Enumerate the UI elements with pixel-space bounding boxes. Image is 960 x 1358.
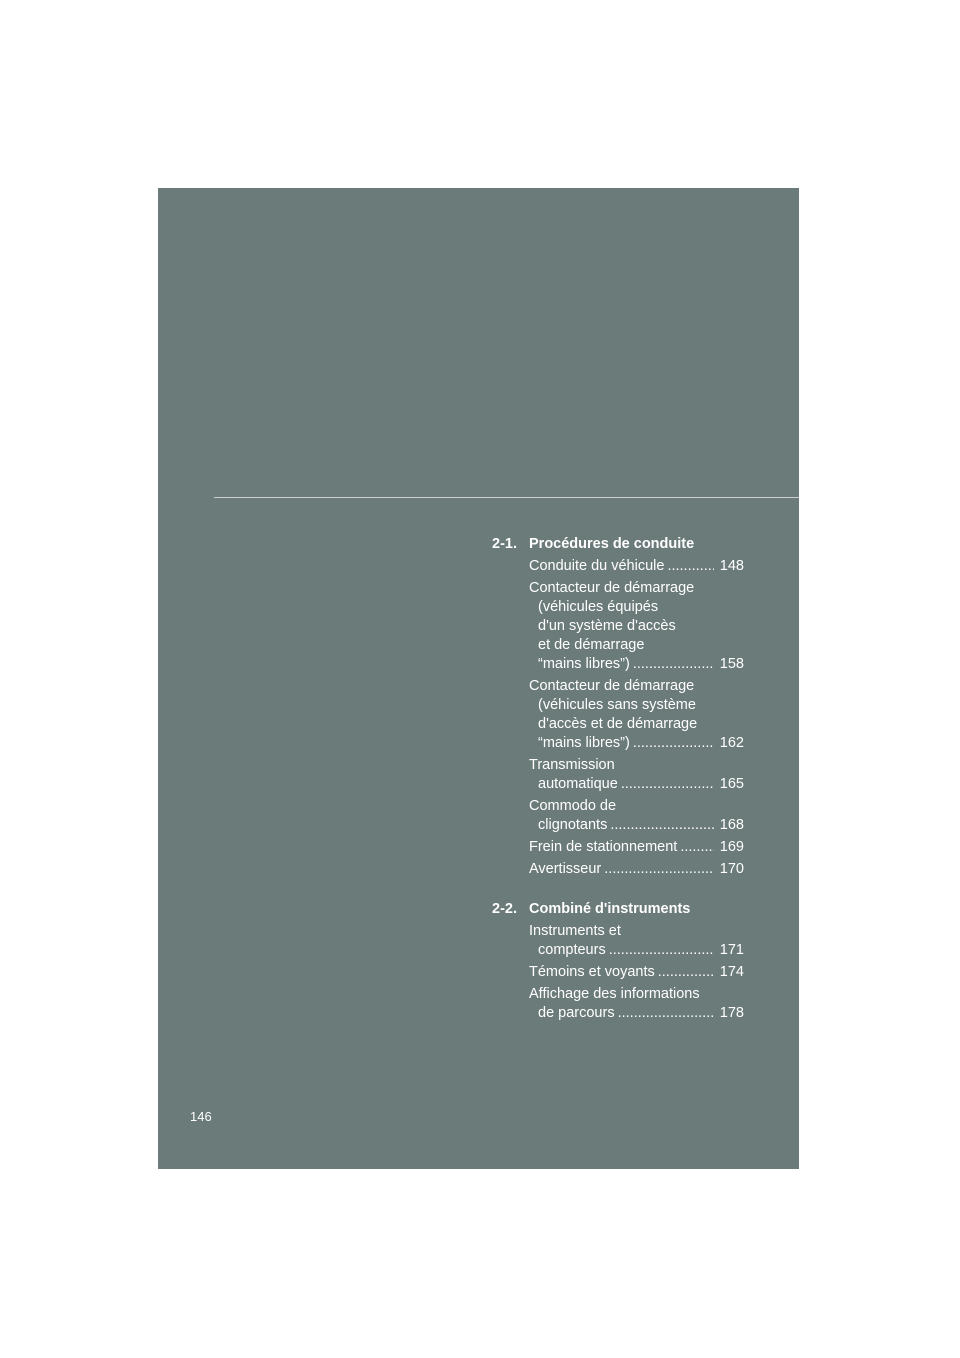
entry-line: Commodo de bbox=[529, 798, 617, 814]
toc-entry[interactable] bbox=[529, 838, 744, 857]
toc-section bbox=[484, 898, 744, 1023]
dot-leader bbox=[615, 1004, 714, 1023]
entry-page: 174 bbox=[719, 964, 744, 980]
entry-page: 168 bbox=[719, 817, 744, 833]
toc-entry[interactable] bbox=[529, 677, 744, 753]
entry-page: 148 bbox=[719, 558, 744, 574]
entry-line: et de démarrage bbox=[538, 637, 645, 653]
entry-line: Affichage des informations bbox=[529, 986, 700, 1002]
dot-leader bbox=[664, 557, 714, 576]
entry-page: 171 bbox=[719, 942, 744, 958]
section-number: 2-1. bbox=[492, 536, 517, 552]
entry-line bbox=[529, 963, 744, 982]
entry-line: (véhicules équipés bbox=[538, 599, 659, 615]
dot-leader bbox=[607, 816, 714, 835]
dot-leader bbox=[601, 860, 714, 879]
dot-leader bbox=[618, 775, 714, 794]
entry-line bbox=[529, 655, 744, 674]
entry-line: (véhicules sans système bbox=[538, 697, 696, 713]
dot-leader bbox=[677, 838, 714, 857]
entry-text: clignotants bbox=[538, 817, 608, 833]
entry-text: “mains libres”) bbox=[538, 656, 630, 672]
entry-line bbox=[529, 1004, 744, 1023]
toc-entry[interactable] bbox=[529, 860, 744, 879]
entry-line: d'accès et de démarrage bbox=[538, 716, 698, 732]
toc-entry[interactable] bbox=[529, 557, 744, 576]
toc-entry[interactable] bbox=[529, 985, 744, 1023]
toc-entry[interactable] bbox=[529, 756, 744, 794]
entry-line bbox=[529, 838, 744, 857]
divider-rule bbox=[214, 497, 799, 498]
section-heading bbox=[484, 898, 744, 920]
entry-text: Témoins et voyants bbox=[529, 964, 655, 980]
toc-entry[interactable] bbox=[529, 797, 744, 835]
entry-text: Conduite du véhicule bbox=[529, 558, 665, 574]
section-title: Combiné d'instruments bbox=[529, 901, 691, 917]
entry-line bbox=[529, 557, 744, 576]
toc-section bbox=[484, 533, 744, 879]
entry-line bbox=[529, 734, 744, 753]
entry-text: “mains libres”) bbox=[538, 735, 630, 751]
entry-text: Avertisseur bbox=[529, 861, 602, 877]
entry-line bbox=[529, 941, 744, 960]
section-heading bbox=[484, 533, 744, 555]
entry-page: 169 bbox=[719, 839, 744, 855]
dot-leader bbox=[630, 655, 714, 674]
entry-line: d'un système d'accès bbox=[538, 618, 676, 634]
entry-line: Transmission bbox=[529, 757, 615, 773]
table-of-contents bbox=[484, 533, 744, 1042]
entry-text: de parcours bbox=[538, 1005, 615, 1021]
entry-text: Frein de stationnement bbox=[529, 839, 678, 855]
dot-leader bbox=[606, 941, 714, 960]
entry-line: Contacteur de démarrage bbox=[529, 678, 695, 694]
entry-page: 158 bbox=[719, 656, 744, 672]
entry-page: 165 bbox=[719, 776, 744, 792]
entry-line bbox=[529, 816, 744, 835]
entry-page: 178 bbox=[719, 1005, 744, 1021]
entry-text: automatique bbox=[538, 776, 618, 792]
entry-line bbox=[529, 775, 744, 794]
toc-entry[interactable] bbox=[529, 579, 744, 674]
entry-line bbox=[529, 860, 744, 879]
section-number: 2-2. bbox=[492, 901, 517, 917]
entry-page: 162 bbox=[719, 735, 744, 751]
toc-entry[interactable] bbox=[529, 922, 744, 960]
entry-text: compteurs bbox=[538, 942, 606, 958]
dot-leader bbox=[655, 963, 714, 982]
dot-leader bbox=[630, 734, 714, 753]
section-title: Procédures de conduite bbox=[529, 536, 695, 552]
page-number: 146 bbox=[190, 1109, 212, 1124]
entry-line: Contacteur de démarrage bbox=[529, 580, 695, 596]
entry-line: Instruments et bbox=[529, 923, 621, 939]
entry-page: 170 bbox=[719, 861, 744, 877]
toc-entry[interactable] bbox=[529, 963, 744, 982]
